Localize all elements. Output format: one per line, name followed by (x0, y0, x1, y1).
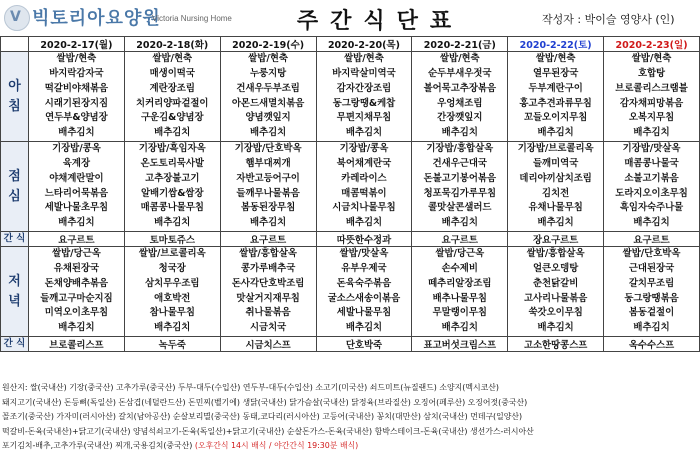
menu-item: 건새우근대국 (432, 158, 487, 170)
menu-item: 온도토리묵사발 (140, 158, 204, 170)
origin-last: 포기김치-배추,고추가루(국내산) 찌개,국용김치(중국산) (2, 441, 193, 450)
origin-line: 꼴조기(중국산) 가자미(러시아산) 갈치(남아공산) 순살보리멸(중국산) 동태,코다리(러시아산) 고등어(국내산) 꽁치(대만산) 삼치(국내산) 먼데구(일양산) (2, 412, 523, 421)
breakfast-label-char: 아 (8, 78, 21, 94)
menu-item: 배추김치 (58, 321, 95, 333)
menu-item: 감자간장조림 (336, 82, 392, 94)
date-header: 2020-2-23(일) (604, 37, 700, 52)
menu-item: 배추김치 (537, 126, 574, 138)
menu-item: 세발나물초무침 (44, 202, 109, 214)
menu-item: 건새우두부조림 (236, 82, 300, 94)
menu-item: 쑥갓오이무침 (528, 307, 583, 319)
menu-item: 배추김치 (249, 216, 287, 228)
menu-item: 쌀밥/흥합살옥 (239, 248, 297, 260)
menu-item: 흑임자숙주나물 (619, 202, 684, 214)
menu-item: 시래기된장지짐 (44, 97, 109, 109)
dinner-label (1, 247, 29, 337)
menu-item: 브로콜리스크램블 (615, 82, 688, 94)
menu-item: 세발나물무침 (336, 307, 392, 319)
breakfast-cell (316, 52, 412, 142)
menu-item: 쌀밥/현축 (344, 53, 384, 65)
dinner-cell (508, 247, 604, 337)
menu-item: 쌀밥/당근옥 (435, 248, 485, 260)
lunch-label-char: 심 (8, 188, 21, 204)
menu-item: 누룽지탕 (249, 68, 287, 80)
menu-item: 양념깻잎지 (245, 112, 291, 124)
menu-item: 순두부새우젓국 (428, 68, 492, 80)
lunch-label-char: 점 (8, 168, 21, 184)
lunch-cell (29, 142, 125, 232)
brand-name: 빅토리아요양원 (32, 8, 161, 29)
origin-line (2, 439, 698, 454)
afternoon-snack-label: 간 식 (1, 232, 29, 247)
menu-item: 알배기쌈&쌈장 (141, 187, 204, 199)
menu-item: 동그랑땡볶음 (624, 292, 679, 304)
date-header: 2020-2-18(화) (124, 37, 220, 52)
menu-item: 쌀밥/현축 (56, 53, 97, 65)
afternoon-snack-row (1, 232, 700, 247)
snack-item: 요구르트 (412, 232, 508, 247)
menu-item: 쌀밥/현축 (152, 53, 193, 65)
menu-item: 두부계란구이 (528, 82, 583, 94)
snack-item: 녹두죽 (124, 337, 220, 352)
dinner-cell (29, 247, 125, 337)
snack-time-note: (오후간식 14시 배식 / 야간간식 19:30분 배식) (194, 441, 359, 450)
menu-item: 쌀밥/흥합살옥 (526, 248, 585, 260)
lunch-label (1, 142, 29, 232)
menu-item: 배추김치 (154, 321, 191, 333)
menu-item: 기장밥/콩옥 (52, 143, 101, 155)
menu-item: 쌀밥/맛살옥 (339, 248, 389, 260)
menu-item: 바지락살미역국 (332, 68, 396, 80)
menu-item: 홍고추견과류무침 (519, 97, 592, 109)
menu-item: 배추김치 (154, 216, 191, 228)
dinner-cell (124, 247, 220, 337)
menu-item: 시금치나물무침 (332, 202, 396, 214)
corner-cell (1, 37, 29, 52)
menu-item: 배추김치 (441, 321, 478, 333)
menu-item: 무편지채무침 (336, 112, 392, 124)
snack-item: 고소한땅콩스프 (508, 337, 604, 352)
menu-item: 기장밥/단호박옥 (234, 143, 302, 155)
dinner-row (1, 247, 700, 337)
dinner-cell (220, 247, 316, 337)
menu-item: 감자채피망볶음 (619, 97, 684, 109)
date-header: 2020-2-17(월) (29, 37, 125, 52)
menu-item: 매콤콩나물국 (624, 158, 679, 170)
menu-item: 배추김치 (633, 216, 670, 228)
evening-snack-row (1, 337, 700, 352)
menu-item: 우엉채조림 (437, 97, 483, 109)
menu-item: 데리야끼삼치조림 (519, 172, 592, 184)
menu-item: 볼어묵고추장볶음 (423, 82, 497, 94)
date-header: 2020-2-19(수) (220, 37, 316, 52)
lunch-cell (316, 142, 412, 232)
lunch-cell (124, 142, 220, 232)
menu-item: 근대된장국 (628, 263, 675, 275)
snack-item: 토마토쥬스 (124, 232, 220, 247)
menu-item: 도라지오이초무침 (615, 187, 688, 199)
menu-item: 쌀밥/현축 (535, 53, 576, 65)
menu-item: 콩가루배추국 (240, 263, 296, 275)
menu-item: 쌀밥/현축 (248, 53, 288, 65)
menu-item: 기장밥/흥합살옥 (426, 143, 494, 155)
menu-item: 매콤콩나물무침 (140, 202, 204, 214)
snack-item: 요구르트 (604, 232, 700, 247)
menu-item: 춘천닭갈비 (532, 277, 579, 289)
author-line: 작성자 : 박이슬 영양사 (인) (542, 13, 675, 26)
menu-item: 배추김치 (537, 321, 574, 333)
breakfast-cell (220, 52, 316, 142)
date-header: 2020-2-20(목) (316, 37, 412, 52)
menu-item: 무말랭이무침 (432, 307, 487, 319)
menu-item: 들깨미역국 (532, 158, 579, 170)
menu-item: 야채계란말이 (49, 172, 104, 184)
menu-item: 참나물무침 (149, 307, 195, 319)
lunch-cell (220, 142, 316, 232)
date-header-row (1, 37, 700, 52)
menu-item: 배추김치 (441, 216, 478, 228)
menu-item: 봄동된장무침 (240, 202, 296, 214)
menu-item: 배추나물무침 (432, 292, 487, 304)
origin-line: 돼지고기(국내산) 돈등뼈(독일산) 돈삼겹(네덜란드산) 돈민찌(벨기에) 생닭(국내산) 닭가슴살(국내산) 닭정육(브라질산) 오징어(페루산) 오징어젓(중국산) (2, 397, 528, 407)
menu-item: 유부우제국 (341, 263, 387, 275)
snack-item: 요구르트 (29, 232, 125, 247)
menu-item: 육계장 (62, 158, 90, 170)
menu-item: 바지락감자국 (49, 68, 104, 80)
menu-item: 아몬드새멸치볶음 (231, 97, 305, 109)
menu-item: 햄부대찌개 (245, 158, 291, 170)
date-header: 2020-2-22(토) (508, 37, 604, 52)
menu-item: 배추김치 (345, 216, 383, 228)
menu-item: 쌀밥/현축 (439, 53, 480, 65)
menu-item: 열무된장국 (532, 68, 579, 80)
menu-item: 돈육숙주볶음 (336, 277, 392, 289)
breakfast-cell (604, 52, 700, 142)
menu-item: 떡갈비야채볶음 (44, 82, 109, 94)
menu-item: 간장깻잎지 (437, 112, 483, 124)
menu-item: 배추김치 (633, 321, 670, 333)
origin-notice (2, 381, 698, 454)
menu-item: 기장밥/흑임자옥 (138, 143, 206, 155)
dinner-cell (412, 247, 508, 337)
menu-item: 유채나물무침 (528, 202, 583, 214)
menu-item: 배추김치 (345, 126, 383, 138)
menu-item: 카레라이스 (341, 172, 387, 184)
menu-item: 구운김&양념장 (141, 112, 204, 124)
menu-item: 콜맛살콘샐러드 (428, 202, 492, 214)
menu-item: 꼬들오이지무침 (523, 112, 588, 124)
origin-line: 원산지: 쌀(국내산) 기장(중국산) 고추가루(중국산) 두부-대두(수입산) 연두부-대두(수입산) 소고기(미국산) 쇠드미트(뉴질랜드) 소양지(멕시코산) (2, 383, 499, 392)
menu-item: 애호박전 (154, 292, 191, 304)
weekly-menu-table (0, 36, 700, 352)
breakfast-cell (412, 52, 508, 142)
menu-item: 쌀밥/당근옥 (52, 248, 101, 260)
menu-item: 청포묵김가루무침 (423, 187, 497, 199)
lunch-cell (604, 142, 700, 232)
menu-item: 들깨고구마순지짐 (40, 292, 113, 304)
menu-item: 손수제비 (441, 263, 478, 275)
dinner-cell (604, 247, 700, 337)
menu-item: 기장밥/콩옥 (339, 143, 389, 155)
breakfast-row (1, 52, 700, 142)
snack-item: 표고버섯크림스프 (412, 337, 508, 352)
menu-item: 고추장불고기 (145, 172, 200, 184)
menu-item: 떼추리알장조림 (428, 277, 492, 289)
snack-item: 브로콜리스프 (29, 337, 125, 352)
menu-item: 청국장 (158, 263, 186, 275)
menu-item: 돈사각단호박조림 (231, 277, 305, 289)
menu-item: 미역오이초무침 (44, 307, 109, 319)
menu-item: 기장밥/맛살옥 (622, 143, 681, 155)
menu-item: 얼큰오뎅탕 (532, 263, 579, 275)
menu-item: 배추김치 (441, 126, 478, 138)
menu-item: 배추김치 (58, 216, 95, 228)
snack-item: 요구르트 (220, 232, 316, 247)
dinner-cell (316, 247, 412, 337)
menu-item: 굴소스새송이볶음 (327, 292, 401, 304)
origin-line: 떡갈비-돈육(국내산)+닭고기(국내산) 양념석쇠고기-돈육(독일산)+닭고기(국내산) 순살돈가스-돈육(국내산) 함박스테이크-돈육(국내산) 생선가스-러시아산 (2, 426, 534, 436)
menu-item: 고사리나물볶음 (523, 292, 588, 304)
breakfast-label-char: 침 (8, 98, 21, 114)
menu-item: 배추김치 (345, 321, 383, 333)
header (0, 0, 700, 36)
breakfast-cell (29, 52, 125, 142)
lunch-cell (412, 142, 508, 232)
breakfast-cell (508, 52, 604, 142)
evening-snack-label: 간 식 (1, 337, 29, 352)
menu-item: 봄동겉절이 (628, 307, 675, 319)
menu-item: 자반고등어구이 (236, 172, 300, 184)
menu-item: 배추김치 (633, 126, 670, 138)
menu-item: 호합탕 (637, 68, 666, 80)
menu-item: 취나물볶음 (245, 307, 291, 319)
menu-item: 배추김치 (154, 126, 191, 138)
menu-item: 배추김치 (537, 216, 574, 228)
dinner-label-char: 저 (8, 273, 21, 289)
snack-item: 따뜻한수정과 (316, 232, 412, 247)
snack-item: 단호박죽 (316, 337, 412, 352)
snack-item: 옥수수스프 (604, 337, 700, 352)
menu-item: 들깨무나물볶음 (236, 187, 300, 199)
breakfast-cell (124, 52, 220, 142)
lunch-row (1, 142, 700, 232)
menu-item: 느타리어묵볶음 (44, 187, 109, 199)
menu-item: 연두부&양념장 (45, 112, 108, 124)
date-header: 2020-2-21(금) (412, 37, 508, 52)
page-title: 주간식단표 (296, 9, 464, 34)
menu-item: 맛살거지재무침 (236, 292, 300, 304)
menu-item: 쌀밥/현축 (631, 53, 672, 65)
menu-item: 시금치국 (249, 321, 287, 333)
menu-item: 치커리양파겉절이 (136, 97, 209, 109)
menu-item: 배추김치 (58, 126, 95, 138)
menu-item: 삼치무우조림 (145, 277, 200, 289)
menu-item: 소불고기볶음 (624, 172, 679, 184)
menu-item: 북어채계란국 (336, 158, 392, 170)
menu-item: 쌀밥/단호박옥 (622, 248, 681, 260)
menu-item: 배추김치 (249, 126, 287, 138)
menu-item: 갈치무조림 (628, 277, 675, 289)
menu-item: 김치전 (542, 187, 570, 199)
menu-item: 돈불고기봉어볶음 (423, 172, 497, 184)
brand-subtitle: Victoria Nursing Home (152, 14, 232, 23)
menu-item: 기장밥/브로콜리옥 (517, 143, 594, 155)
menu-item: 동그랑땡&케찹 (332, 97, 396, 109)
snack-item: 장요구르트 (508, 232, 604, 247)
menu-item: 계란장조림 (149, 82, 195, 94)
dinner-label-char: 녁 (8, 293, 21, 309)
menu-item: 유채된장국 (53, 263, 100, 275)
menu-item: 매콤떡볶이 (341, 187, 387, 199)
menu-item: 오복지무침 (628, 112, 675, 124)
lunch-cell (508, 142, 604, 232)
menu-item: 쌀밥/브로콜리옥 (138, 248, 206, 260)
logo-icon: V (4, 5, 30, 31)
menu-item: 돈채양배추볶음 (44, 277, 109, 289)
breakfast-label (1, 52, 29, 142)
menu-item: 매생이떡국 (149, 68, 195, 80)
snack-item: 시금치스프 (220, 337, 316, 352)
